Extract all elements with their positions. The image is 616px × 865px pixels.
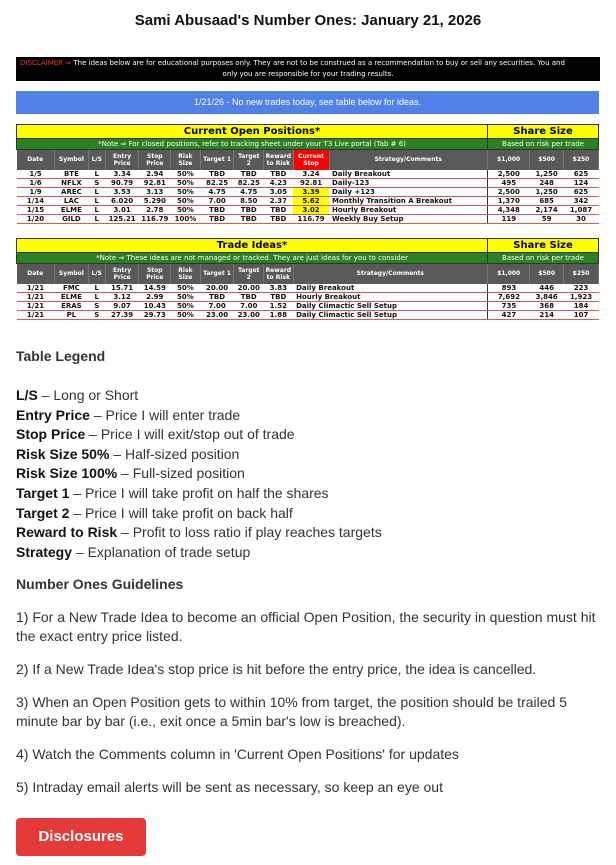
legend-heading: Table Legend <box>16 348 106 364</box>
table-cell: 23.00 <box>234 310 264 319</box>
column-header: Reward to Risk <box>264 264 294 284</box>
column-header: $500 <box>530 264 564 284</box>
table-cell: 23.00 <box>200 310 234 319</box>
column-header: Target 2 <box>234 264 264 284</box>
table-cell: 5.290 <box>139 196 171 205</box>
legend-item <box>16 386 606 406</box>
table-cell: 1/15 <box>17 205 55 214</box>
column-header: Target 1 <box>200 264 234 284</box>
table-cell: 3.53 <box>105 187 139 196</box>
column-header: L/S <box>88 150 105 170</box>
table-cell: 1,087 <box>564 205 599 214</box>
page-title: Sami Abusaad's Number Ones: January 21, 2026 <box>134 12 482 29</box>
legend-desc: – Long or Short <box>37 387 139 403</box>
table-cell: 427 <box>488 310 530 319</box>
table-row <box>17 214 599 223</box>
table-cell: 90.79 <box>105 178 139 187</box>
table-cell: 446 <box>530 284 564 293</box>
table-cell: 50% <box>171 196 201 205</box>
column-header: Symbol <box>55 150 89 170</box>
table-cell: 50% <box>171 205 201 214</box>
table-cell: S <box>88 178 105 187</box>
table-cell: 107 <box>564 310 599 319</box>
guideline-item: 1) For a New Trade Idea to become an official Open Position, the security in question must hit the exact entry price listed. <box>16 609 596 644</box>
table-cell: 119 <box>488 214 530 223</box>
trade-ideas-table <box>16 238 599 320</box>
legend-desc: – Price I will exit/stop out of trade <box>85 426 295 443</box>
table-row <box>17 178 599 187</box>
guidelines-heading: Number Ones Guidelines <box>16 576 184 592</box>
table-cell: 82.25 <box>234 178 264 187</box>
table-cell: 1/14 <box>17 196 55 205</box>
open-positions-note: *Note ⇒ For closed positions, refer to tracking sheet under your T3 Live portal (Tab # 6) <box>17 139 488 150</box>
column-header: Stop Price <box>139 150 171 170</box>
table-cell: 625 <box>564 170 599 179</box>
table-cell: TBD <box>264 205 294 214</box>
table-cell: 342 <box>564 196 599 205</box>
table-cell: 59 <box>530 214 564 223</box>
table-cell: 100% <box>171 214 201 223</box>
table-cell: 1,250 <box>530 187 564 196</box>
column-header: Stop Price <box>139 264 171 284</box>
table-cell: 735 <box>488 301 530 310</box>
table-cell: Daily Climactic Sell Setup <box>293 301 487 310</box>
table-cell: 7.00 <box>234 301 264 310</box>
table-cell: 2,500 <box>488 187 530 196</box>
table-cell: 50% <box>171 301 201 310</box>
share-size-header: Share Size <box>488 239 599 253</box>
table-cell: 1,250 <box>530 170 564 179</box>
table-cell: 4.75 <box>200 187 234 196</box>
table-cell: 29.73 <box>139 310 171 319</box>
table-cell: 4,348 <box>488 205 530 214</box>
table-cell: 3.05 <box>264 187 294 196</box>
column-header: Risk Size <box>171 150 201 170</box>
table-row <box>17 292 599 301</box>
legend-desc: – Price I will enter trade <box>89 406 241 423</box>
table-cell: ERAS <box>55 301 89 310</box>
table-cell: L <box>88 196 105 205</box>
table-row <box>17 310 599 319</box>
table-cell: TBD <box>264 170 294 179</box>
legend-item <box>16 464 606 484</box>
table-row <box>17 301 599 310</box>
legend-desc: – Half-sized position <box>109 445 240 462</box>
table-cell: 1/21 <box>17 284 55 293</box>
table-cell: 1/20 <box>17 214 55 223</box>
table-row <box>17 187 599 196</box>
table-cell: BTE <box>55 170 89 179</box>
legend-term: Strategy <box>16 543 73 560</box>
table-row <box>17 170 599 179</box>
notice-banner: 1/21/26 - No new trades today, see table below for ideas. <box>16 91 599 114</box>
table-cell: 248 <box>530 178 564 187</box>
guideline-item: 4) Watch the Comments column in 'Current Open Positions' for updates <box>16 746 459 762</box>
table-cell: 3.24 <box>293 170 329 179</box>
column-header: Entry Price <box>105 150 139 170</box>
table-cell: TBD <box>234 170 264 179</box>
legend-term: Target 2 <box>16 504 70 521</box>
table-cell: 625 <box>564 187 599 196</box>
table-cell: 9.07 <box>105 301 139 310</box>
table-cell: 1/5 <box>17 170 55 179</box>
table-cell: 92.81 <box>139 178 171 187</box>
table-cell: 3.13 <box>139 187 171 196</box>
legend-term: Stop Price <box>16 426 86 443</box>
table-cell: TBD <box>200 214 234 223</box>
table-cell: 3,846 <box>530 292 564 301</box>
table-cell: 30 <box>564 214 599 223</box>
table-cell: Weekly Buy Setup <box>329 214 488 223</box>
table-cell: 495 <box>488 178 530 187</box>
legend-desc: – Price I will take profit on back half <box>69 504 293 521</box>
table-cell: 1/21 <box>17 301 55 310</box>
table-cell: 2.37 <box>264 196 294 205</box>
column-header: Date <box>17 264 55 284</box>
guidelines <box>16 576 606 797</box>
table-row <box>17 284 599 293</box>
legend-term: Target 1 <box>16 484 70 501</box>
table-cell: FMC <box>55 284 89 293</box>
table-cell: Daily Breakout <box>329 170 488 179</box>
table-cell: 893 <box>488 284 530 293</box>
column-header: Date <box>17 150 55 170</box>
guideline-item: 3) When an Open Position gets to within 10% from target, the position should be trailed 5 minute bar by bar (i.e., exit once a 5min bar's low is breached). <box>16 694 567 729</box>
table-cell: Hourly Breakout <box>293 292 487 301</box>
table-cell: 125.21 <box>105 214 139 223</box>
disclaimer-label: DISCLAIMER <box>20 59 64 67</box>
legend-list <box>16 386 606 562</box>
column-header: Target 1 <box>200 150 234 170</box>
table-cell: 1/9 <box>17 187 55 196</box>
table-cell: L <box>88 187 105 196</box>
table-cell: 2.99 <box>139 292 171 301</box>
legend-item <box>16 523 606 543</box>
legend-desc: – Profit to loss ratio if play reaches targets <box>117 524 382 541</box>
table-cell: 8.50 <box>234 196 264 205</box>
table-cell: TBD <box>264 214 294 223</box>
table-cell: 92.81 <box>293 178 329 187</box>
table-cell: 184 <box>564 301 599 310</box>
guidelines-list <box>16 608 606 797</box>
legend-item <box>16 484 606 504</box>
table-cell: 27.39 <box>105 310 139 319</box>
table-cell: 2,174 <box>530 205 564 214</box>
column-header: Reward to Risk <box>264 150 294 170</box>
arrow-icon: ⇒ <box>65 59 72 67</box>
table-cell: TBD <box>200 205 234 214</box>
trade-ideas-note: *Note ⇒ These ideas are not managed or tracked. They are just ideas for you to consider <box>17 253 488 264</box>
table-cell: 3.83 <box>264 284 294 293</box>
legend-item <box>16 445 606 465</box>
table-cell: 7,692 <box>488 292 530 301</box>
table-cell: TBD <box>234 205 264 214</box>
legend-desc: – Price I will take profit on half the shares <box>69 484 329 501</box>
table-cell: 3.12 <box>105 292 139 301</box>
table-cell: 1,370 <box>488 196 530 205</box>
column-header: Symbol <box>55 264 89 284</box>
legend-term: Risk Size 100% <box>16 465 118 482</box>
table-cell: Daily-123 <box>329 178 488 187</box>
table-cell: 1,923 <box>564 292 599 301</box>
column-header: Target 2 <box>234 150 264 170</box>
table-cell: 82.25 <box>200 178 234 187</box>
table-cell: 214 <box>530 310 564 319</box>
disclaimer-text-2: only you are responsible for your trading results. <box>222 70 394 78</box>
legend-term: Risk Size 50% <box>16 445 110 462</box>
column-header: Current Stop <box>293 150 329 170</box>
disclosures-button[interactable]: Disclosures <box>16 818 146 856</box>
legend-item <box>16 504 606 524</box>
legend-item <box>16 406 606 426</box>
table-legend <box>16 348 606 562</box>
table-cell: 1/21 <box>17 310 55 319</box>
table-cell: L <box>88 292 105 301</box>
table-cell: 116.79 <box>139 214 171 223</box>
share-size-note: Based on risk per trade <box>488 253 599 264</box>
table-cell: 15.71 <box>105 284 139 293</box>
table-cell: 10.43 <box>139 301 171 310</box>
column-header: Entry Price <box>105 264 139 284</box>
table-cell: 1/6 <box>17 178 55 187</box>
table-cell: 3.34 <box>105 170 139 179</box>
table-cell: 1/21 <box>17 292 55 301</box>
legend-term: L/S <box>16 387 38 403</box>
table-cell: 6.020 <box>105 196 139 205</box>
table-cell: 50% <box>171 292 201 301</box>
table-cell: L <box>88 205 105 214</box>
table-cell: L <box>88 214 105 223</box>
table-cell: 5.62 <box>293 196 329 205</box>
table-cell: ELME <box>55 292 89 301</box>
table-cell: TBD <box>200 170 234 179</box>
table-cell: LAC <box>55 196 89 205</box>
table-cell: 2,500 <box>488 170 530 179</box>
table-cell: 3.39 <box>293 187 329 196</box>
guideline-item: 5) Intraday email alerts will be sent as necessary, so keep an eye out <box>16 779 443 795</box>
table-row <box>17 205 599 214</box>
column-header: L/S <box>88 264 105 284</box>
table-cell: 685 <box>530 196 564 205</box>
table-cell: 7.00 <box>200 301 234 310</box>
table-cell: S <box>88 301 105 310</box>
legend-item <box>16 425 606 445</box>
table-cell: 223 <box>564 284 599 293</box>
table-cell: NFLX <box>55 178 89 187</box>
share-size-note: Based on risk per trade <box>488 139 599 150</box>
table-cell: 368 <box>530 301 564 310</box>
table-cell: 2.78 <box>139 205 171 214</box>
open-positions-title: Current Open Positions* <box>17 125 488 139</box>
table-cell: Daily Breakout <box>293 284 487 293</box>
table-cell: 116.79 <box>293 214 329 223</box>
column-header-row <box>17 264 599 284</box>
table-cell: Hourly Breakout <box>329 205 488 214</box>
legend-item <box>16 543 606 563</box>
trade-ideas-title: Trade Ideas* <box>17 239 488 253</box>
table-cell: 50% <box>171 187 201 196</box>
table-cell: TBD <box>264 292 294 301</box>
table-cell: 4.23 <box>264 178 294 187</box>
column-header: Strategy/Comments <box>293 264 487 284</box>
table-cell: PL <box>55 310 89 319</box>
column-header: $1,000 <box>488 150 530 170</box>
column-header: $250 <box>564 150 599 170</box>
table-row <box>17 196 599 205</box>
table-cell: 3.01 <box>105 205 139 214</box>
table-cell: Daily +123 <box>329 187 488 196</box>
table-cell: 124 <box>564 178 599 187</box>
column-header: Risk Size <box>171 264 201 284</box>
column-header: $250 <box>564 264 599 284</box>
open-positions-table <box>16 124 599 224</box>
column-header: Strategy/Comments <box>329 150 488 170</box>
table-cell: 2.94 <box>139 170 171 179</box>
table-cell: TBD <box>234 214 264 223</box>
table-cell: TBD <box>234 292 264 301</box>
legend-desc: – Explanation of trade setup <box>72 543 251 560</box>
share-size-header: Share Size <box>488 125 599 139</box>
legend-desc: – Full-sized position <box>117 465 245 482</box>
table-cell: L <box>88 170 105 179</box>
table-cell: Monthly Transition A Breakout <box>329 196 488 205</box>
table-cell: GILD <box>55 214 89 223</box>
table-cell: L <box>88 284 105 293</box>
legend-term: Reward to Risk <box>16 524 118 541</box>
table-cell: TBD <box>200 292 234 301</box>
table-cell: 14.59 <box>139 284 171 293</box>
guideline-item: 2) If a New Trade Idea's stop price is hit before the entry price, the idea is cancelled. <box>16 661 537 677</box>
table-cell: 4.75 <box>234 187 264 196</box>
disclaimer-banner <box>16 57 600 81</box>
table-cell: 50% <box>171 310 201 319</box>
disclaimer-text: The ideas below are for educational purposes only. They are not to be construed as a recommendation to buy or sell any securities. You and <box>73 59 565 67</box>
legend-term: Entry Price <box>16 406 90 423</box>
table-cell: 50% <box>171 170 201 179</box>
table-cell: 50% <box>171 284 201 293</box>
table-cell: S <box>88 310 105 319</box>
table-cell: 50% <box>171 178 201 187</box>
table-cell: 20.00 <box>234 284 264 293</box>
table-cell: Daily Climactic Sell Setup <box>293 310 487 319</box>
table-cell: 1.52 <box>264 301 294 310</box>
table-cell: 1.88 <box>264 310 294 319</box>
table-cell: ELME <box>55 205 89 214</box>
table-cell: 3.02 <box>293 205 329 214</box>
column-header: $1,000 <box>488 264 530 284</box>
column-header-row <box>17 150 599 170</box>
table-cell: AREC <box>55 187 89 196</box>
table-cell: 7.00 <box>200 196 234 205</box>
table-cell: 20.00 <box>200 284 234 293</box>
column-header: $500 <box>530 150 564 170</box>
